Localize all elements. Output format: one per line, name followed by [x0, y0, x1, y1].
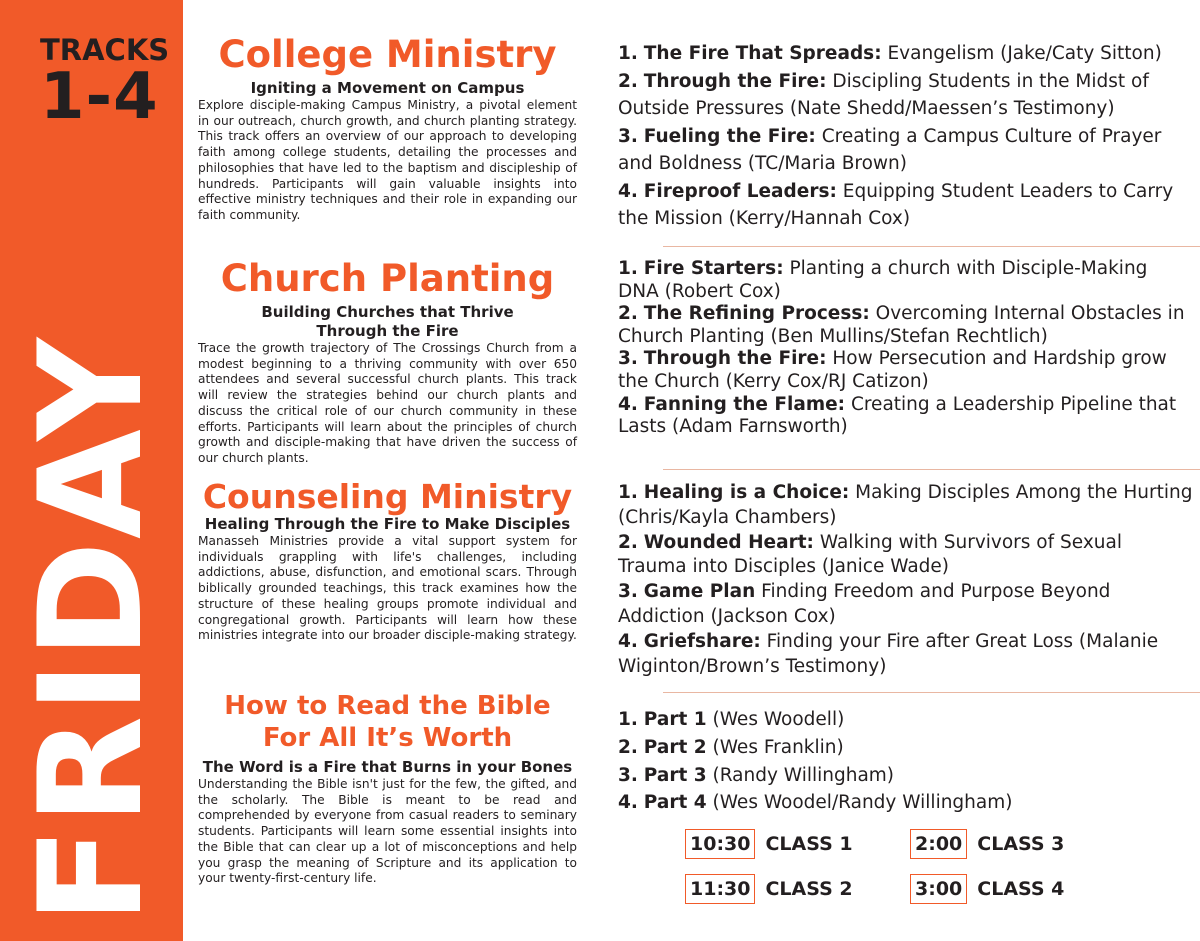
track-title: College Ministry: [218, 33, 557, 76]
track-subtitle: Igniting a Movement on Campus: [250, 79, 525, 97]
session-text: (Wes Franklin): [706, 736, 844, 758]
session-title: Fireproof Leaders:: [643, 180, 837, 202]
session-text: Equipping Student Leaders to Carry the Mission (Kerry/Hannah Cox): [618, 180, 1174, 229]
session-title: Through the Fire:: [643, 348, 827, 370]
divider: [663, 246, 1200, 247]
session-text: Finding Freedom and Purpose Beyond Addiction (Jackson Cox): [618, 581, 1111, 627]
track-subtitle-line1: Building Churches that Thrive: [261, 303, 514, 321]
track-title: Counseling Ministry: [202, 477, 573, 516]
session-title: Fueling the Fire:: [643, 125, 816, 147]
sessions-church-planting: [618, 258, 1193, 439]
class-label: CLASS 4: [977, 878, 1065, 900]
session-text: (Wes Woodell): [706, 709, 845, 730]
class-time: 11:30: [685, 874, 755, 904]
session-item: [618, 481, 1193, 531]
session-title: Part 4: [643, 792, 707, 814]
session-text: Overcoming Internal Obstacles in Church Planting (Ben Mullins/Stefan Rechtlich): [618, 303, 1185, 347]
session-title: Fanning the Flame:: [643, 393, 846, 415]
divider: [663, 469, 1200, 470]
track-description: Explore disciple-making Campus Ministry, a pivotal element in our outreach, church growth, and church planting strategy. This track offers an overview of our approach to developing faith among college students, detailing the processes and philosophies that have led to the baptism and discipleship of hundreds. Participants will gain valuable insights into effective ministry techniques and their role in expanding our faith community.: [198, 98, 577, 222]
session-item: [618, 303, 1193, 348]
track-title-line1: How to Read the Bible: [224, 691, 551, 721]
tracks-label: TRACKS: [40, 33, 170, 67]
schedule-class-4: [910, 874, 1064, 904]
schedule-class-3: [910, 829, 1064, 859]
session-text: How Persecution and Hardship grow the Church (Kerry Cox/RJ Catizon): [618, 348, 1167, 392]
session-number: 3.: [618, 348, 638, 370]
session-item: [618, 762, 1193, 790]
session-item: [618, 258, 1193, 303]
track-title-line2: For All It’s Worth: [262, 723, 513, 753]
tracks-heading: [40, 33, 175, 134]
session-title: Part 3: [643, 764, 707, 786]
schedule-class-1: [685, 829, 853, 859]
session-text: (Randy Willingham): [706, 764, 895, 786]
session-number: 1.: [618, 482, 638, 503]
tracks-range: 1-4: [40, 60, 159, 134]
session-title: Wounded Heart:: [643, 531, 814, 553]
track-title: Church Planting: [220, 257, 555, 300]
session-title: Through the Fire:: [643, 70, 827, 92]
session-text: Discipling Students in the Midst of Outside Pressures (Nate Shedd/Maessen’s Testimony): [618, 70, 1149, 119]
session-item: [618, 348, 1193, 393]
session-number: 2.: [618, 736, 638, 758]
session-number: 1.: [618, 709, 638, 730]
session-item: [618, 40, 1193, 68]
class-label: CLASS 1: [765, 833, 853, 855]
session-item: [618, 178, 1193, 233]
track-description: Understanding the Bible isn't just for the few, the gifted, and the scholarly. The Bible is meant to be read and comprehended by everyone from casual readers to seminary students. Participants will learn some essential insights into the Bible that can clear up a lot of misconceptions and help you grasp the meaning of Scripture and its application to your twenty-first-century life.: [198, 777, 577, 886]
session-title: Healing is a Choice:: [643, 482, 850, 503]
track-counseling-ministry: [198, 477, 577, 644]
session-title: Griefshare:: [643, 630, 761, 652]
session-number: 1.: [618, 43, 638, 64]
session-number: 3.: [618, 764, 638, 786]
session-item: [618, 789, 1193, 817]
sessions-college-ministry: [618, 40, 1193, 233]
schedule-class-2: [685, 874, 853, 904]
track-subtitle: Healing Through the Fire to Make Disciples: [204, 515, 571, 533]
class-time: 10:30: [685, 829, 755, 859]
session-item: [618, 123, 1193, 178]
session-title: The Fire That Spreads:: [643, 43, 882, 64]
day-label: FRIDAY: [9, 335, 174, 925]
divider: [663, 692, 1200, 693]
session-item: [618, 68, 1193, 123]
session-number: 2.: [618, 70, 638, 92]
sessions-read-the-bible: [618, 706, 1193, 817]
session-title: Part 1: [643, 709, 707, 730]
session-number: 4.: [618, 393, 638, 415]
session-text: Planting a church with Disciple-Making DNA (Robert Cox): [618, 258, 1148, 302]
sidebar: [0, 0, 183, 941]
session-text: Making Disciples Among the Hurting (Chris/Kayla Chambers): [618, 482, 1193, 528]
track-subtitle-line2: Through the Fire: [316, 322, 459, 340]
track-subtitle: The Word is a Fire that Burns in your Bones: [202, 758, 573, 776]
session-number: 3.: [618, 581, 638, 603]
session-text: (Wes Woodel/Randy Willingham): [706, 792, 1013, 814]
track-read-the-bible: [198, 690, 577, 887]
session-item: [618, 531, 1193, 581]
session-number: 1.: [618, 258, 638, 279]
session-item: [618, 734, 1193, 762]
class-label: CLASS 2: [765, 878, 853, 900]
class-label: CLASS 3: [977, 833, 1065, 855]
track-description: Trace the growth trajectory of The Crossings Church from a modest beginning to a thriving community with over 650 attendees and several successful church plants. This track will review the strategies behind our church plants and discuss the critical role of our church community in these efforts. Participants will learn about the principles of church growth and disciple-making that have driven the success of our church plants.: [198, 341, 577, 465]
session-text: Creating a Campus Culture of Prayer and Boldness (TC/Maria Brown): [618, 125, 1162, 174]
session-text: Evangelism (Jake/Caty Sitton): [881, 43, 1162, 64]
track-description: Manasseh Ministries provide a vital support system for individuals grappling with life's challenges, including addictions, abuse, disfunction, and emotional scars. Through biblically grounded teachings, this track examines how the structure of these healing groups promote individual and congregational growth. Participants will learn how these ministries integrate into our broader disciple-making strategy.: [198, 534, 577, 643]
track-college-ministry: [198, 33, 577, 224]
session-item: [618, 394, 1193, 439]
session-item: [618, 580, 1193, 630]
session-text: Walking with Survivors of Sexual Trauma into Disciples (Janice Wade): [618, 531, 1122, 578]
session-item: [618, 630, 1193, 680]
class-time: 2:00: [910, 829, 967, 859]
session-title: The Refining Process:: [643, 303, 870, 325]
session-title: Part 2: [643, 736, 707, 758]
session-number: 2.: [618, 303, 638, 325]
session-title: Game Plan: [643, 581, 756, 603]
session-number: 2.: [618, 531, 638, 553]
session-number: 4.: [618, 180, 638, 202]
session-text: Creating a Leadership Pipeline that Lasts (Adam Farnsworth): [618, 393, 1177, 438]
track-church-planting: [198, 257, 577, 467]
session-title: Fire Starters:: [643, 258, 784, 279]
session-number: 3.: [618, 125, 638, 147]
session-number: 4.: [618, 792, 638, 814]
session-item: [618, 706, 1193, 734]
class-time: 3:00: [910, 874, 967, 904]
session-number: 4.: [618, 630, 638, 652]
sessions-counseling-ministry: [618, 481, 1193, 679]
session-text: Finding your Fire after Great Loss (Malanie Wiginton/Brown’s Testimony): [618, 630, 1159, 677]
